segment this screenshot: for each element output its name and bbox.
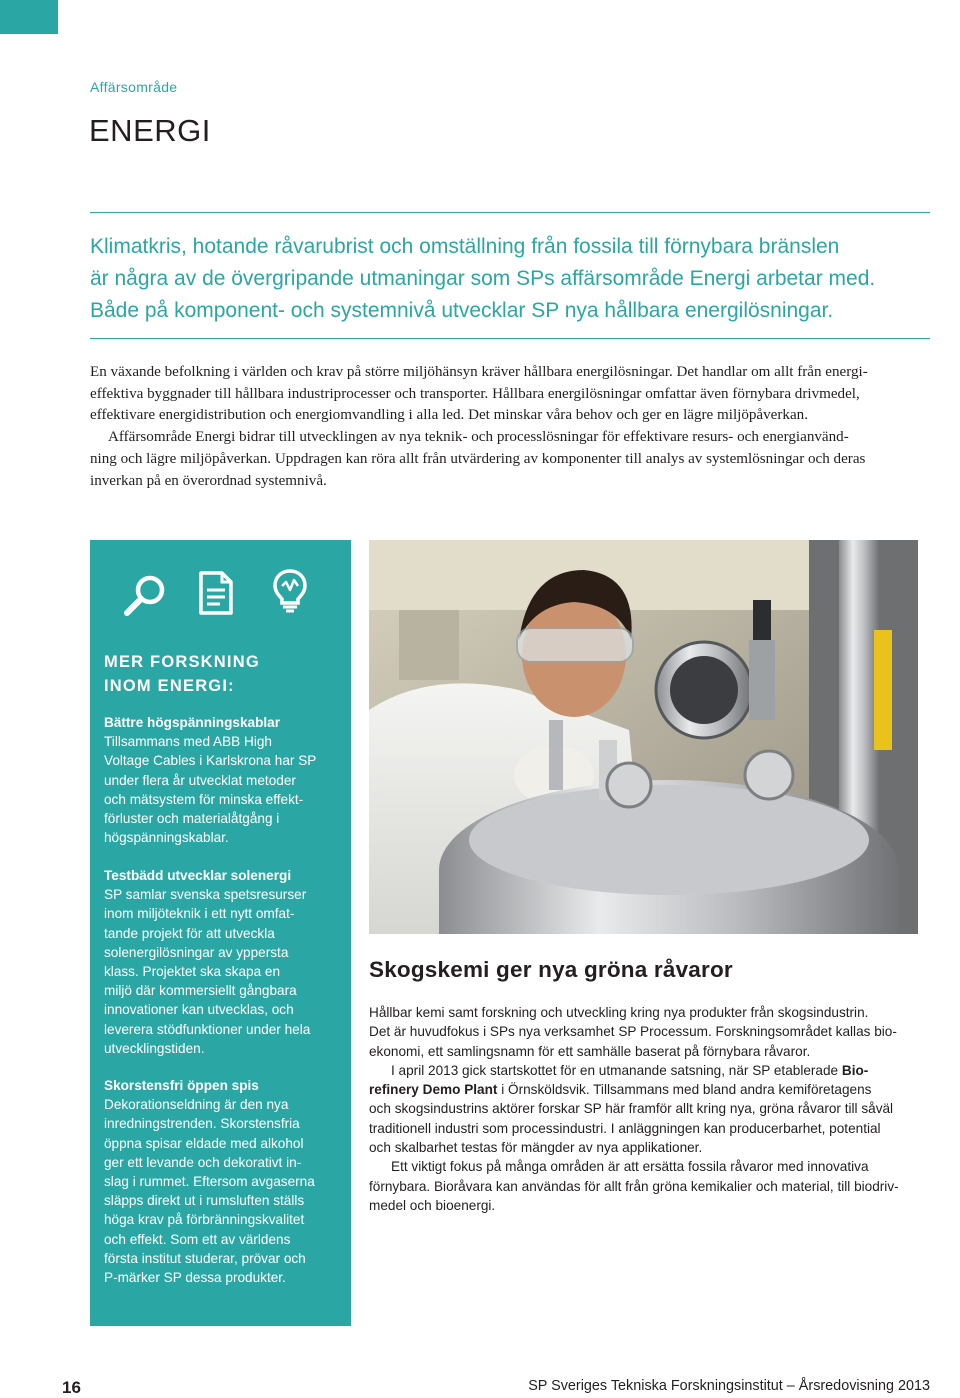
sidebar-item-text: SP samlar svenska spetsresurser inom miljöteknik i ett nytt omfat- tande projekt för att utveckla solenergilösningar av yppersta klass. Projektet ska skapa en miljö där kommersiellt gångbara innovationer kan utvecklas, och leverera stödfunktioner under hela utvecklingstiden.: [104, 887, 311, 1056]
body-line: ning och lägre miljöpåverkan. Uppdragen kan röra allt från utvärdering av komponenter till analys av systemlösningar och deras: [90, 450, 866, 467]
intro-line: är några av de övergripande utmaningar som SPs affärsområde Energi arbetar med.: [90, 267, 876, 290]
sidebar-heading: [104, 650, 260, 698]
lab-photo: [369, 540, 918, 934]
divider-mid: [90, 338, 930, 339]
story-line: Hållbar kemi samt forskning och utveckling kring nya produkter från skogsindustrin.: [369, 1005, 869, 1020]
intro-line: Klimatkris, hotande råvarubrist och omställning från fossila till förnybara bränslen: [90, 235, 840, 258]
story-line: och skalbarhet testas för mängder av nya applikationer.: [369, 1140, 703, 1156]
story-line: förnybara. Bioråvara kan användas för allt från gröna kemikalier och material, till biodriv-: [369, 1178, 899, 1194]
footer-text: SP Sveriges Tekniska Forskningsinstitut – Årsredovisning 2013: [528, 1378, 930, 1394]
sidebar-item-text: Tillsammans med ABB High Voltage Cables i Karlskrona har SP under flera år utvecklat metoder och mätsystem för minska effekt- förluster och materialåtgång i högspänningskablar.: [104, 734, 317, 846]
story-text-span: i Örnsköldsvik. Tillsammans med bland andra kemiföretagens: [497, 1082, 872, 1098]
research-sidebar: [90, 540, 351, 1326]
sidebar-item: [104, 713, 344, 847]
body-line: effektivare energidistribution och energiomvandling i alla led. Det minskar våra behov och ger en lägre miljöpåverkan.: [90, 407, 808, 424]
sidebar-item: [104, 1076, 344, 1287]
body-line: En växande befolkning i världen och krav på större miljöhänsyn kräver hållbara energilösningar. Det handlar om allt från energi-: [90, 364, 868, 380]
page-number: 16: [62, 1378, 81, 1397]
page-title: ENERGI: [89, 113, 211, 148]
story-bold-span: refinery Demo Plant: [369, 1082, 498, 1098]
body-line: effektiva byggnader till hållbara industriprocesser och transporter. Hållbara energilösningar omfattar även förnybara drivmedel,: [90, 385, 860, 402]
story-line: Ett viktigt fokus på många områden är att ersätta fossila råvaror med innovativa: [391, 1159, 869, 1175]
sidebar-heading-line: INOM ENERGI:: [104, 677, 235, 695]
story-line: traditionell industri som processindustri. I anläggningen kan producerbarhet, potential: [369, 1120, 881, 1136]
sidebar-item-title: Testbädd utvecklar solenergi: [104, 868, 292, 883]
story-line: Det är huvudfokus i SPs nya verksamhet SP Processum. Forskningsområdet kallas bio-: [369, 1024, 897, 1040]
sidebar-item-title: Skorstensfri öppen spis: [104, 1078, 259, 1093]
sidebar-item-text: Dekorationseldning är den nya inredningstrenden. Skorstensfria öppna spisar eldade med alkohol ger ett levande och dekorativt in- slag i rummet. Eftersom avgaserna släpps direkt ut i rumsluften ställs höga krav på förbränningskvalitet och effekt. Som ett av världens första institut studerar, prövar och P-märker SP dessa produkter.: [104, 1097, 315, 1286]
story-line: ekonomi, ett samlingsnamn för ett samhälle baserat på förnybara råvaror.: [369, 1043, 811, 1059]
magnifier-icon: [122, 572, 168, 618]
divider-top: [90, 212, 930, 213]
section-label: Affärsområde: [90, 79, 178, 95]
lightbulb-icon: [272, 568, 308, 614]
intro-line: Både på komponent- och systemnivå utvecklar SP nya hållbara energilösningar.: [90, 299, 834, 322]
sidebar-heading-line: MER FORSKNING: [104, 653, 260, 671]
intro-lead: [90, 231, 920, 327]
story-line: medel och bioenergi.: [369, 1197, 496, 1213]
story-title: Skogskemi ger nya gröna råvaror: [369, 957, 733, 982]
body-text: [90, 362, 926, 492]
story-text-span: I april 2013 gick startskottet för en utmanande satsning, när SP etablerade: [391, 1062, 842, 1078]
corner-accent-block: [0, 0, 58, 34]
story-bold-span: Bio-: [841, 1062, 869, 1078]
body-line: Affärsområde Energi bidrar till utvecklingen av nya teknik- och processlösningar för effektivare resurs- och energianvänd-: [108, 429, 849, 446]
document-icon: [198, 570, 234, 616]
sidebar-item: [104, 866, 344, 1058]
body-line: inverkan på en överordnad systemnivå.: [90, 472, 327, 489]
story-text: [369, 1003, 929, 1215]
story-line: [369, 1061, 929, 1080]
sidebar-item-title: Bättre högspänningskablar: [104, 715, 280, 730]
story-line: [369, 1080, 929, 1099]
story-line: och skogsindustrins aktörer forskar SP här framför allt kring nya, gröna råvaror till såväl: [369, 1101, 894, 1117]
